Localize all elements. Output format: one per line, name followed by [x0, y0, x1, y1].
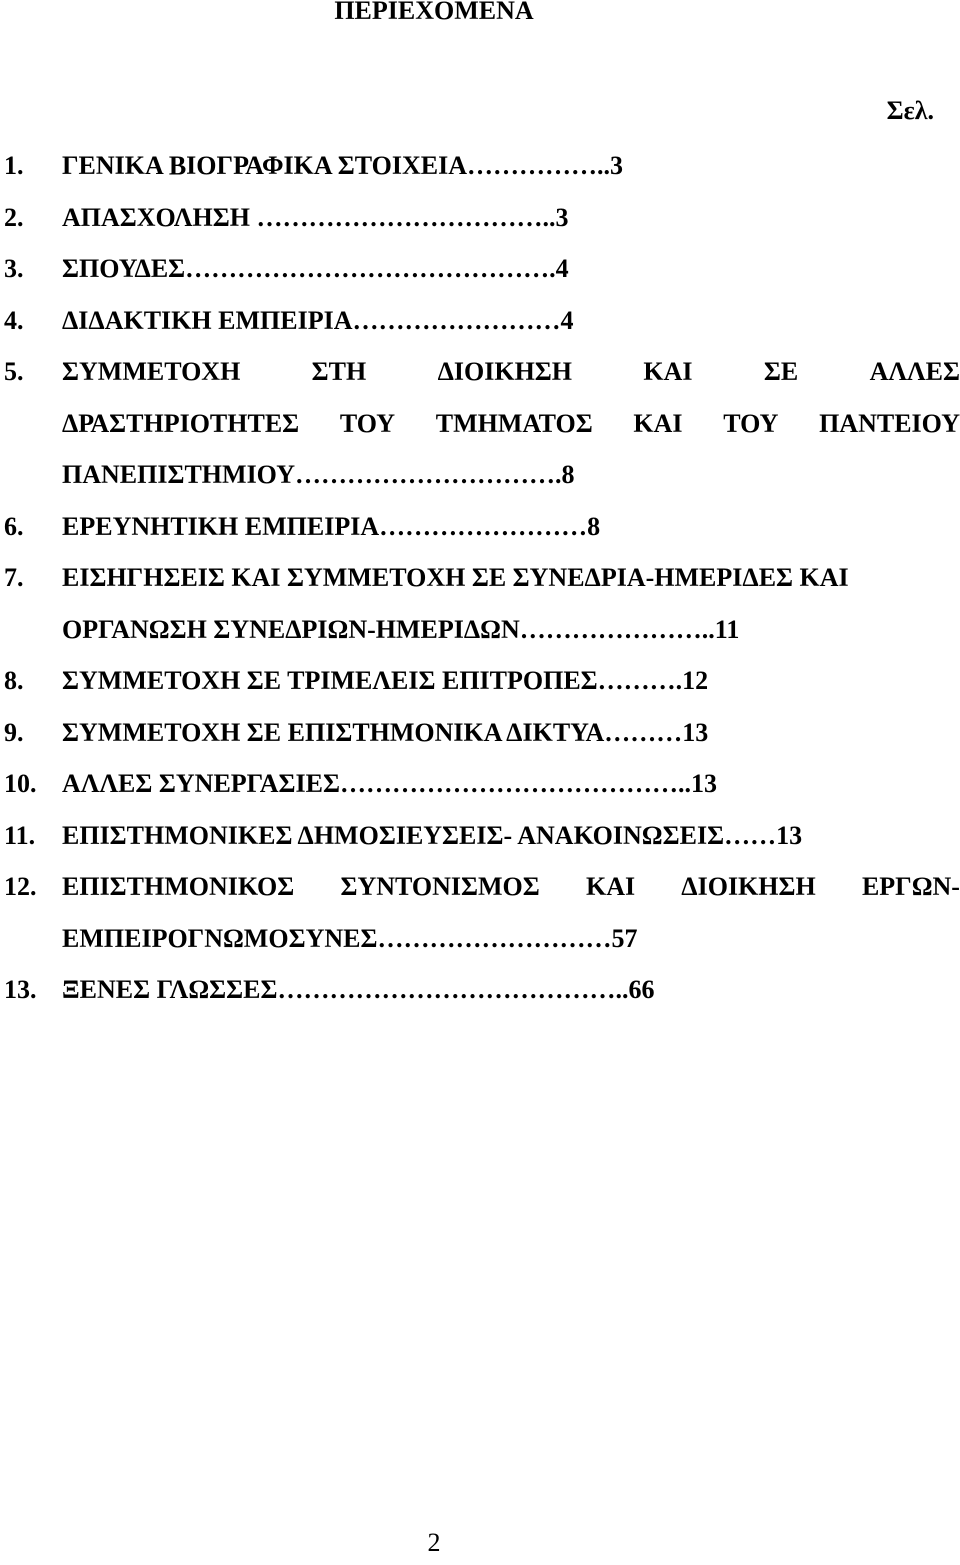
toc-entry-text — [62, 861, 960, 913]
toc-entry-text: ΔΙΔΑΚΤΙΚΗ ΕΜΠΕΙΡΙΑ……………………4 — [62, 305, 574, 335]
toc-word: ΚΑΙ — [585, 872, 636, 901]
toc-entry-text: ΕΠΙΣΤΗΜΟΝΙΚΕΣ ΔΗΜΟΣΙΕΥΣΕΙΣ- ΑΝΑΚΟΙΝΩΣΕΙΣ……13 — [62, 820, 803, 850]
toc-line — [0, 140, 960, 192]
toc-word: ΔΙΟΙΚΗΣΗ — [681, 872, 816, 901]
toc-word: ΕΡΓΩΝ- — [861, 872, 960, 901]
toc-entry-text: ΓΕΝΙΚΑ ΒΙΟΓΡΑΦΙΚΑ ΣΤΟΙΧΕΙΑ……………..3 — [62, 151, 623, 180]
toc-number: 1. — [4, 151, 24, 180]
toc-number: 11. — [4, 820, 36, 850]
toc-number: 3. — [4, 254, 24, 283]
toc-word: ΣΤΗ — [311, 357, 367, 386]
toc-number: 13. — [4, 975, 37, 1004]
toc-line — [0, 861, 960, 913]
toc-line — [0, 758, 960, 810]
toc-word: ΕΠΙΣΤΗΜΟΝΙΚΟΣ — [62, 872, 295, 901]
toc-entry-text: ΕΙΣΗΓΗΣΕΙΣ ΚΑΙ ΣΥΜΜΕΤΟΧΗ ΣΕ ΣΥΝΕΔΡΙΑ-ΗΜΕΡΙΔΕΣ ΚΑΙ — [62, 563, 849, 592]
toc-word: ΤΟΥ — [723, 408, 779, 438]
toc-entry-text: ΕΡΕΥΝΗΤΙΚΗ ΕΜΠΕΙΡΙΑ……………………8 — [62, 511, 601, 541]
page-title: ΠΕΡΙΕΧΟΜΕΝΑ — [334, 0, 534, 25]
toc-word: ΣΕ — [763, 357, 799, 386]
toc-line — [0, 192, 960, 244]
toc-word: ΣΥΜΜΕΤΟΧΗ — [62, 357, 241, 386]
toc-line — [0, 449, 960, 501]
table-of-contents — [0, 140, 960, 1016]
toc-word: ΤΟΥ — [339, 408, 396, 438]
toc-word: ΔΡΑΣΤΗΡΙΟΤΗΤΕΣ — [62, 408, 300, 438]
toc-number: 6. — [4, 511, 24, 541]
toc-line — [0, 655, 960, 707]
toc-number: 10. — [4, 769, 37, 798]
toc-number: 9. — [4, 717, 24, 747]
toc-entry-text — [62, 398, 960, 450]
toc-line — [0, 707, 960, 759]
toc-number: 7. — [4, 563, 24, 592]
toc-entry-text: ΑΛΛΕΣ ΣΥΝΕΡΓΑΣΙΕΣ…………………………………..13 — [62, 769, 718, 798]
toc-word: ΣΥΝΤΟΝΙΣΜΟΣ — [340, 872, 540, 901]
toc-entry-text: ΠΑΝΕΠΙΣΤΗΜΙΟΥ………………………….8 — [62, 460, 575, 489]
toc-entry-text: ΣΥΜΜΕΤΟΧΗ ΣΕ ΤΡΙΜΕΛΕΙΣ ΕΠΙΤΡΟΠΕΣ……….12 — [62, 666, 709, 695]
toc-word: ΠΑΝΤΕΙΟΥ — [819, 408, 960, 438]
toc-line — [0, 243, 960, 295]
toc-line — [0, 810, 960, 862]
toc-entry-text: ΣΥΜΜΕΤΟΧΗ ΣΕ ΕΠΙΣΤΗΜΟΝΙΚΑ ΔΙΚΤΥΑ………13 — [62, 717, 709, 747]
toc-line — [0, 398, 960, 450]
toc-word: ΔΙΟΙΚΗΣΗ — [437, 357, 573, 386]
toc-number: 12. — [4, 872, 37, 901]
toc-line — [0, 604, 960, 656]
toc-number: 5. — [4, 357, 24, 386]
toc-entry-text — [62, 346, 960, 398]
toc-word: ΑΛΛΕΣ — [869, 357, 960, 386]
toc-number: 2. — [4, 202, 24, 232]
toc-entry-text: ΕΜΠΕΙΡΟΓΝΩΜΟΣΥΝΕΣ………………………57 — [62, 923, 638, 953]
page-column-label: Σελ. — [886, 96, 934, 125]
toc-entry-text: ΟΡΓΑΝΩΣΗ ΣΥΝΕΔΡΙΩΝ-ΗΜΕΡΙΔΩΝ…………………..11 — [62, 614, 740, 644]
toc-line — [0, 964, 960, 1016]
page-number: 2 — [427, 1528, 441, 1557]
toc-line — [0, 346, 960, 398]
toc-line — [0, 501, 960, 553]
toc-number: 8. — [4, 666, 24, 695]
toc-entry-text: ΣΠΟΥΔΕΣ…………………………………….4 — [62, 254, 569, 283]
toc-entry-text: ΑΠΑΣΧΟΛΗΣΗ ……………………………..3 — [62, 202, 569, 232]
toc-word: ΚΑΙ — [633, 408, 683, 438]
toc-line — [0, 552, 960, 604]
toc-word: ΚΑΙ — [643, 357, 693, 386]
toc-word: ΤΜΗΜΑΤΟΣ — [435, 408, 593, 438]
toc-line — [0, 913, 960, 965]
toc-line — [0, 295, 960, 347]
toc-entry-text: ΞΕΝΕΣ ΓΛΩΣΣΕΣ…………………………………..66 — [62, 975, 655, 1004]
toc-number: 4. — [4, 305, 24, 335]
